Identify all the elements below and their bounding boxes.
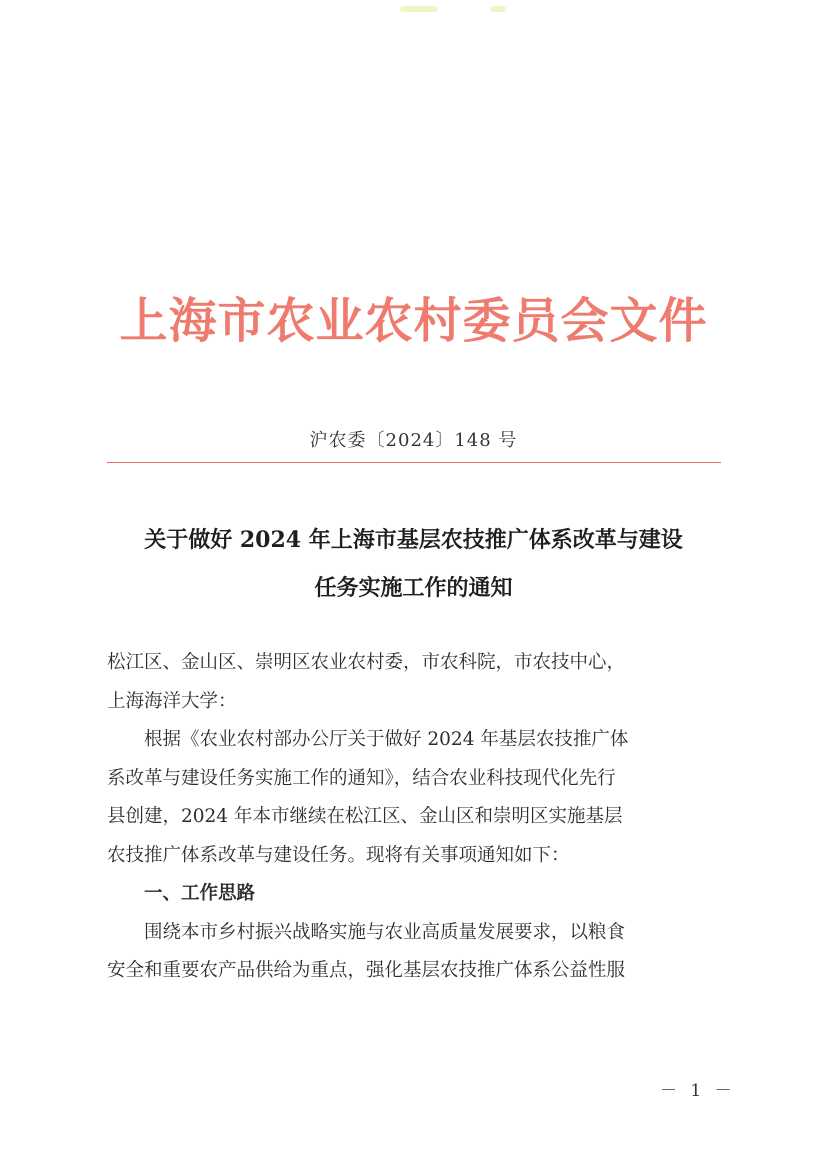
paragraph-line: 安全和重要农产品供给为重点，强化基层农技推广体系公益性服 [107, 960, 626, 981]
paragraph-line: 系改革与建设任务实施工作的通知》，结合农业科技现代化先行 [107, 767, 616, 789]
paragraph-line: 农技推广体系改革与建设任务。现将有关事项通知如下： [107, 844, 570, 866]
notice-title [60, 516, 767, 612]
section-heading: 一、工作思路 [144, 883, 256, 904]
paragraph-line: 县创建，2024 年本市继续在松江区、金山区和崇明区实施基层 [107, 806, 623, 827]
notice-title-line: 任务实施工作的通知 [314, 575, 513, 601]
scan-artifact-mark [490, 6, 506, 12]
page-number: － 1 － [660, 1081, 736, 1101]
document-body [107, 644, 723, 991]
recipients-line: 上海海洋大学： [107, 690, 237, 712]
paragraph-line: 根据《农业农村部办公厅关于做好 2024 年基层农技推广体 [144, 729, 629, 750]
document-header-title: 上海市农业农村委员会文件 [119, 293, 708, 349]
red-separator-line [107, 462, 721, 463]
recipients-line: 松江区、金山区、崇明区农业农村委，市农科院，市农技中心， [107, 652, 626, 673]
notice-title-line: 关于做好 2024 年上海市基层农技推广体系改革与建设 [144, 527, 683, 553]
scan-artifact-mark [400, 6, 438, 12]
document-number: 沪农委〔2024〕148 号 [309, 430, 518, 451]
paragraph-line: 围绕本市乡村振兴战略实施与农业高质量发展要求，以粮食 [144, 921, 626, 943]
